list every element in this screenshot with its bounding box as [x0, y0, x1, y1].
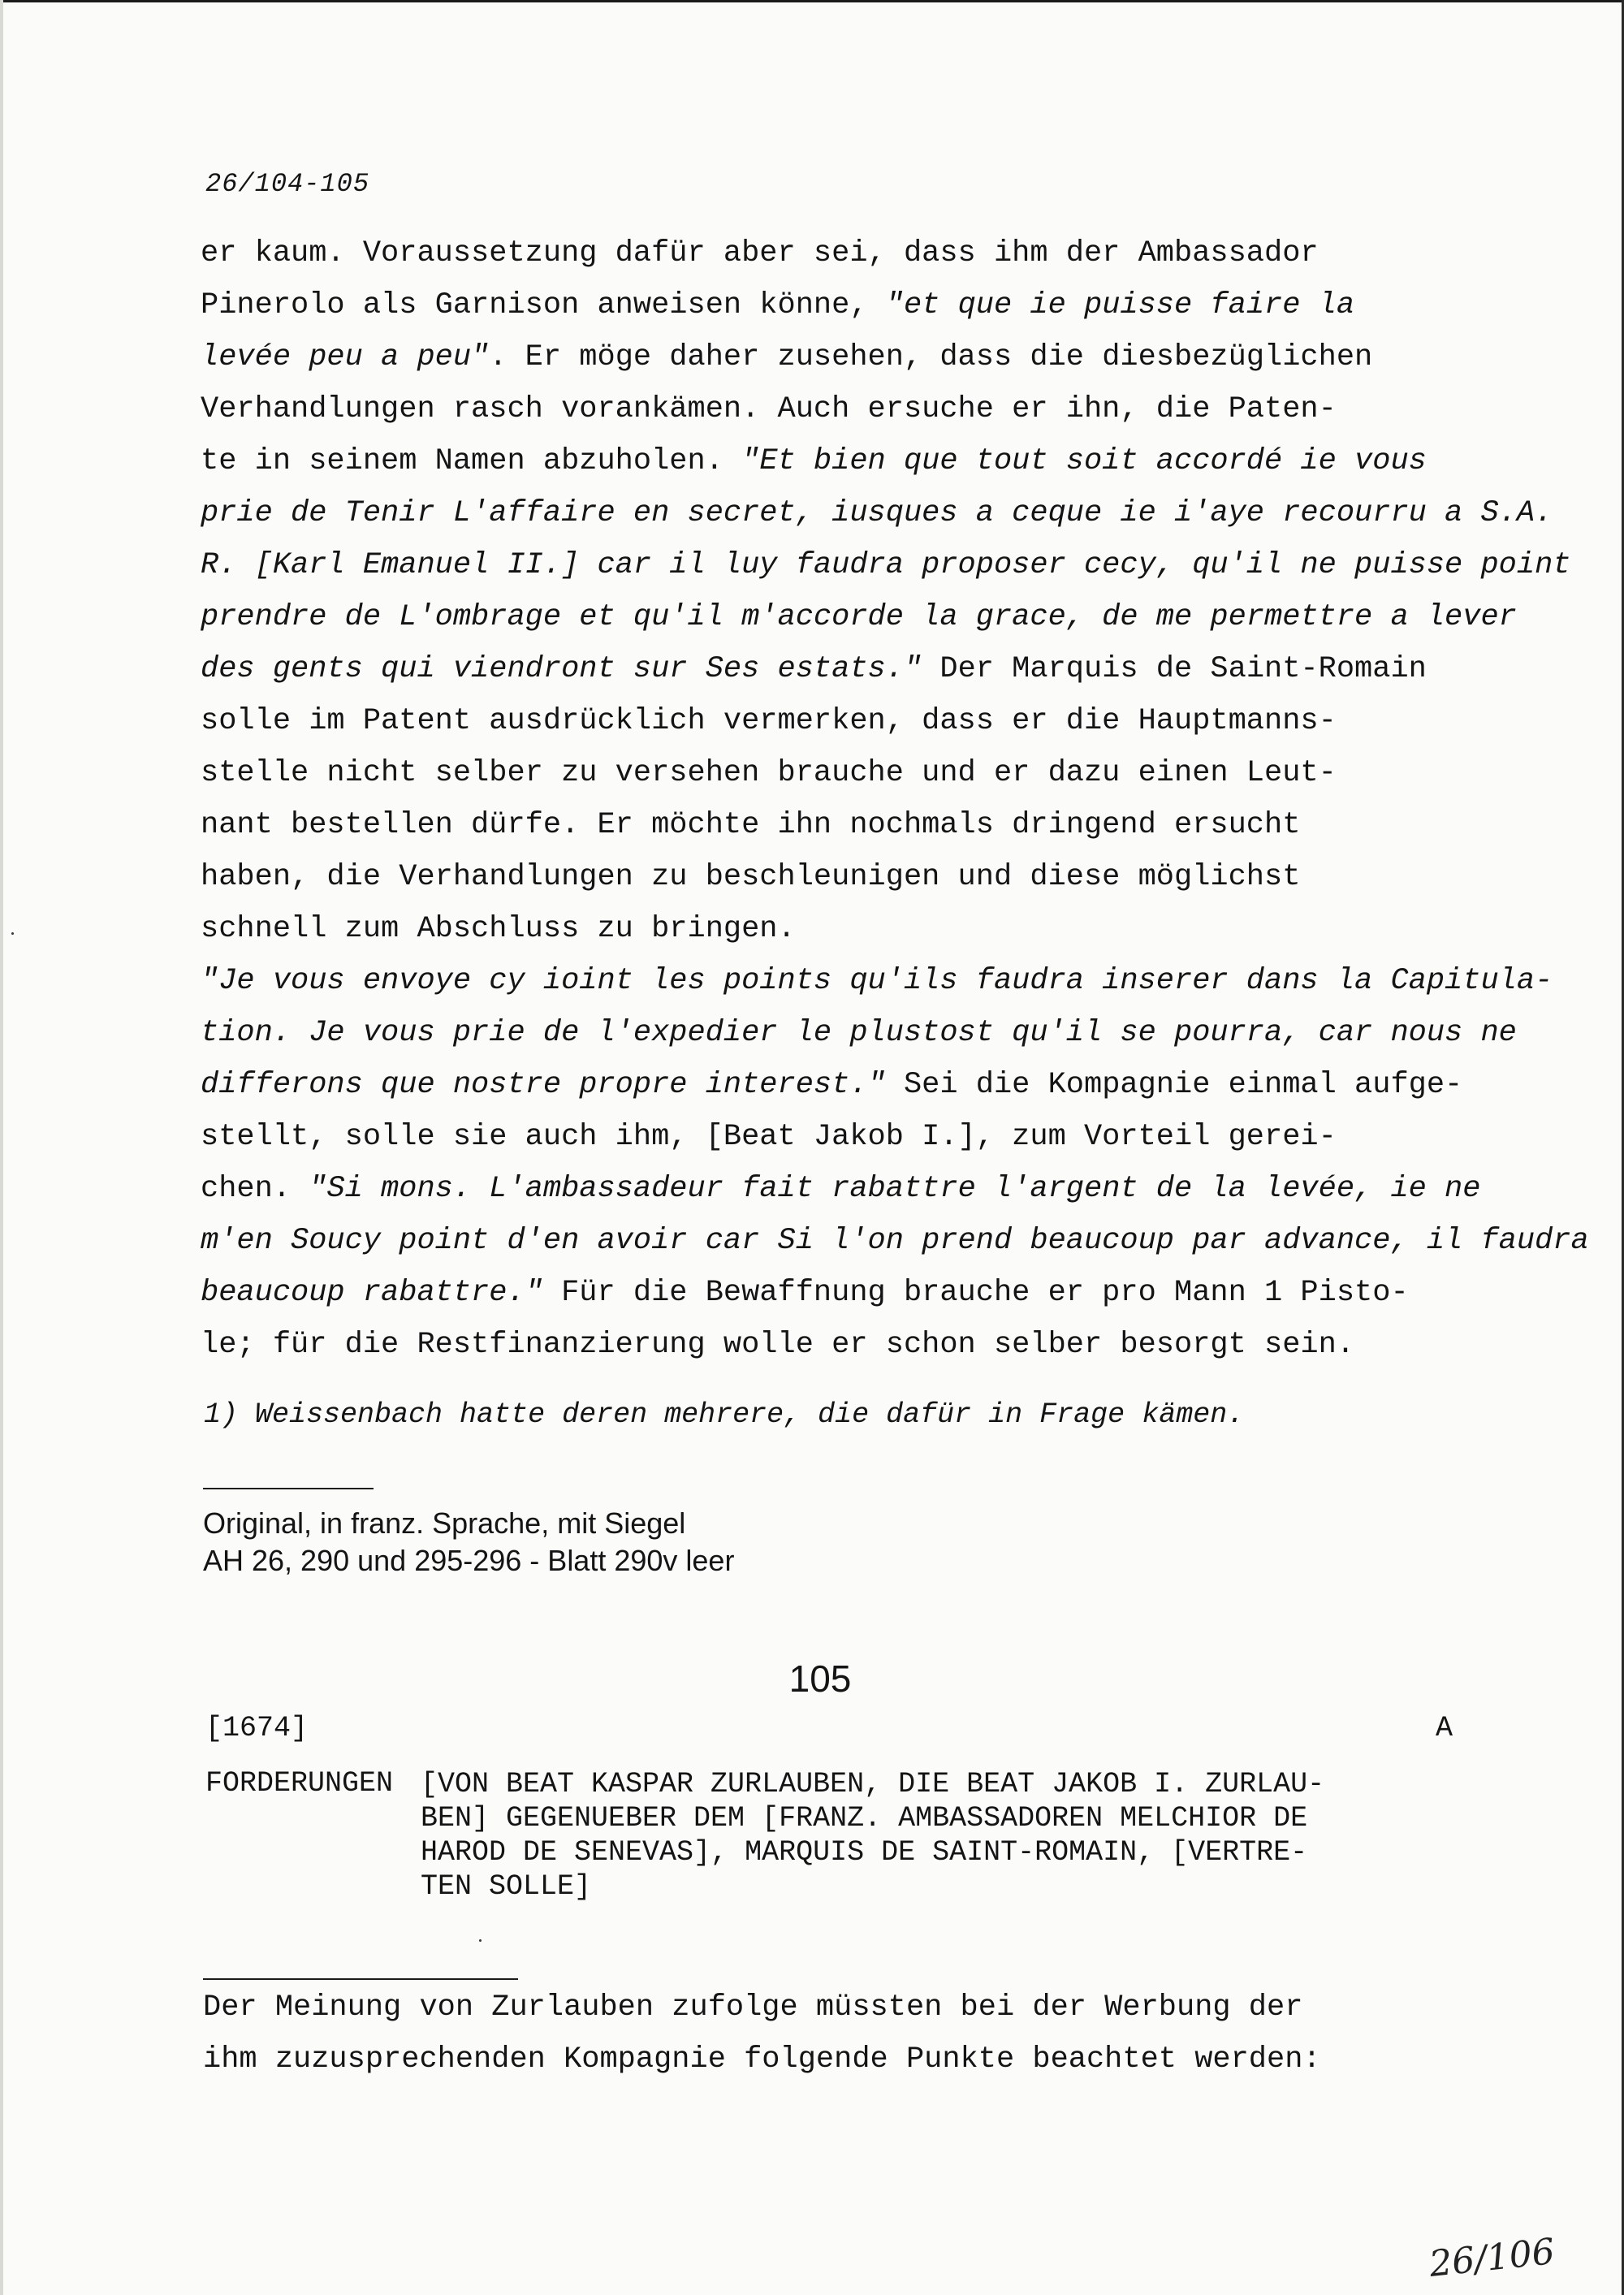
scan-speck: [11, 932, 14, 935]
body-line: [201, 227, 1484, 279]
body-line: [201, 747, 1484, 799]
body-line: [201, 799, 1484, 851]
body-text-run: chen.: [201, 1172, 309, 1206]
source-line: AH 26, 290 und 295-296 - Blatt 290v leer: [203, 1544, 735, 1577]
body-line: [201, 487, 1553, 539]
summary-paragraph: [203, 1982, 1321, 2085]
body-line: [201, 1215, 1589, 1267]
quoted-french-text: R. [Karl Emanuel II.] car il luy faudra proposer cecy, qu'il ne puisse point: [201, 548, 1571, 582]
body-text-run: Pinerolo als Garnison anweisen könne,: [201, 288, 886, 322]
body-text-run: nant bestellen dürfe. Er möchte ihn nochmals dringend ersucht: [201, 808, 1301, 842]
body-text-run: . Er möge daher zusehen, dass die diesbezüglichen: [489, 340, 1373, 374]
body-line: [201, 851, 1484, 903]
body-text-run: schnell zum Abschluss zu bringen.: [201, 912, 796, 946]
body-line: [201, 695, 1484, 747]
body-text-run: er kaum. Voraussetzung dafür aber sei, dass ihm der Ambassador: [201, 236, 1319, 270]
document-date: [1674]: [205, 1712, 309, 1744]
body-text-run: Der Marquis de Saint-Romain: [922, 652, 1427, 686]
quoted-french-text: m'en Soucy point d'en avoir car Si l'on prend beaucoup par advance, il faudra: [201, 1224, 1589, 1258]
body-text-run: Verhandlungen rasch vorankämen. Auch ersuche er ihn, die Paten-: [201, 392, 1337, 426]
quoted-french-text: prendre de L'ombrage et qu'il m'accorde la grace, de me permettre a lever: [201, 600, 1517, 634]
body-line: [201, 643, 1484, 695]
footnote-divider: [203, 1488, 374, 1489]
body-text-run: haben, die Verhandlungen zu beschleunigen und diese möglichst: [201, 860, 1301, 894]
handwritten-page-mark: 26/106: [1427, 2231, 1557, 2285]
body-text-run: Für die Bewaffnung brauche er pro Mann 1 Pisto-: [542, 1276, 1409, 1310]
body-line: [201, 331, 1484, 383]
rubric-line: HAROD DE SENEVAS], MARQUIS DE SAINT-ROMAIN, [VERTRE-: [421, 1836, 1308, 1869]
body-line: [201, 435, 1484, 487]
body-line: [201, 591, 1517, 643]
body-line: [201, 1059, 1484, 1111]
body-text-run: le; für die Restfinanzierung wolle er schon selber besorgt sein.: [201, 1328, 1355, 1362]
body-line: [201, 1111, 1484, 1163]
quoted-french-text: des gents qui viendront sur Ses estats.": [201, 652, 922, 686]
scan-edge-top: [0, 0, 1624, 2]
body-line: [201, 383, 1484, 435]
source-note: [203, 1505, 734, 1580]
quoted-french-text: beaucoup rabattre.": [201, 1276, 543, 1310]
body-text-run: stellt, solle sie auch ihm, [Beat Jakob I.], zum Vorteil gerei-: [201, 1120, 1337, 1154]
body-line: [201, 1007, 1517, 1059]
body-line: [201, 903, 1484, 955]
quoted-french-text: "Et bien que tout soit accordé ie vous: [741, 444, 1427, 478]
body-text-run: solle im Patent ausdrücklich vermerken, dass er die Hauptmanns-: [201, 704, 1337, 738]
section-divider: [203, 1978, 518, 1980]
quoted-french-text: differons que nostre propre interest.": [201, 1068, 886, 1102]
rubric-line: TEN SOLLE]: [421, 1870, 592, 1903]
quoted-french-text: tion. Je vous prie de l'expedier le plustost qu'il se pourra, car nous ne: [201, 1016, 1517, 1050]
scan-edge-left: [0, 0, 3, 2295]
footnote: 1) Weissenbach hatte deren mehrere, die dafür in Frage kämen.: [204, 1398, 1245, 1431]
summary-line: ihm zuzusprechenden Kompagnie folgende Punkte beachtet werden:: [203, 2042, 1321, 2077]
quoted-french-text: "Si mons. L'ambassadeur fait rabattre l'argent de la levée, ie ne: [309, 1172, 1481, 1206]
body-text-run: stelle nicht selber zu versehen brauche und er dazu einen Leut-: [201, 756, 1337, 790]
body-text-run: te in seinem Namen abzuholen.: [201, 444, 742, 478]
quoted-french-text: "Je vous envoye cy ioint les points qu'ils faudra inserer dans la Capitula-: [201, 964, 1553, 998]
quoted-french-text: prie de Tenir L'affaire en secret, iusques a ceque ie i'aye recourru a S.A.: [201, 496, 1553, 530]
quoted-french-text: levée peu a peu": [201, 340, 490, 374]
rubric-line: BEN] GEGENUEBER DEM [FRANZ. AMBASSADOREN MELCHIOR DE: [421, 1802, 1308, 1835]
rubric-label: FORDERUNGEN: [205, 1767, 394, 1800]
document-letter: A: [1436, 1712, 1453, 1744]
scan-speck: [479, 1939, 482, 1942]
body-line: [201, 279, 1484, 331]
document-reference: 26/104-105: [205, 169, 370, 199]
body-line: [201, 955, 1553, 1007]
rubric-line: [VON BEAT KASPAR ZURLAUBEN, DIE BEAT JAKOB I. ZURLAU-: [421, 1768, 1325, 1800]
body-line: [201, 1319, 1484, 1371]
summary-line: Der Meinung von Zurlauben zufolge müssten bei der Werbung der: [203, 1990, 1303, 2025]
body-paragraph: [201, 227, 1589, 1371]
source-line: Original, in franz. Sprache, mit Siegel: [203, 1506, 686, 1540]
body-line: [201, 1163, 1484, 1215]
body-line: [201, 1267, 1484, 1319]
body-line: [201, 539, 1571, 591]
body-text-run: Sei die Kompagnie einmal aufge-: [885, 1068, 1463, 1102]
document-number: 105: [788, 1658, 852, 1700]
quoted-french-text: "et que ie puisse faire la: [885, 288, 1355, 322]
rubric-text: [421, 1767, 1484, 1904]
